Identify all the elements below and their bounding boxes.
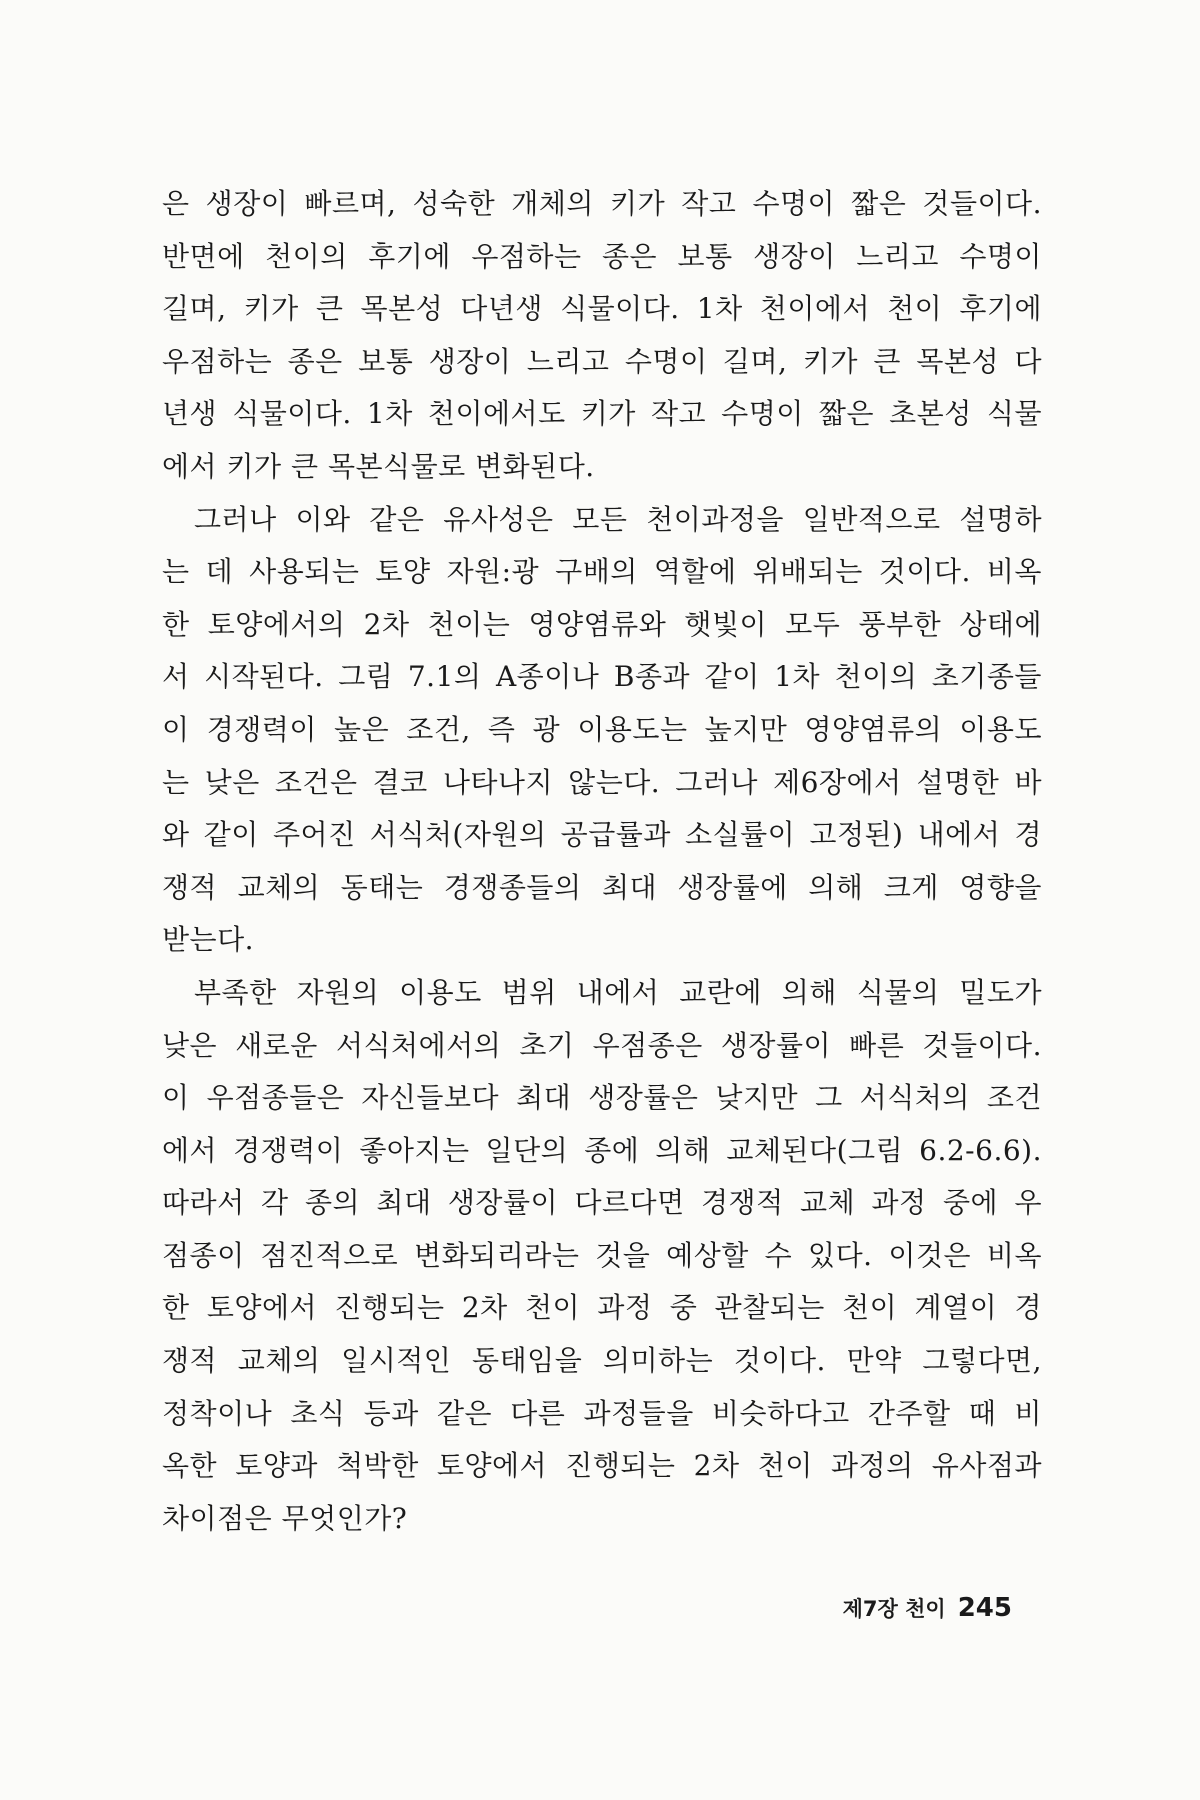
body-text <box>162 178 1042 1545</box>
paragraph <box>162 494 1042 967</box>
paragraph <box>162 178 1042 494</box>
text-line: 에서 키가 큰 목본식물로 변화된다. <box>162 449 595 483</box>
text-line: 낮은 새로운 서식처에서의 초기 우점종은 생장률이 빠른 것들이다. <box>162 1028 1042 1062</box>
text-line: 정착이나 초식 등과 같은 다른 과정들을 비슷하다고 간주할 때 비 <box>162 1396 1042 1430</box>
text-line: 년생 식물이다. 1차 천이에서도 키가 작고 수명이 짧은 초본성 식물 <box>162 397 1042 431</box>
text-line: 에서 경쟁력이 좋아지는 일단의 종에 의해 교체된다(그림 6.2-6.6). <box>162 1133 1042 1167</box>
text-line: 서 시작된다. 그림 7.1의 A종이나 B종과 같이 1차 천이의 초기종들 <box>162 660 1042 694</box>
text-line: 따라서 각 종의 최대 생장률이 다르다면 경쟁적 교체 과정 중에 우 <box>162 1186 1042 1220</box>
text-line: 은 생장이 빠르며, 성숙한 개체의 키가 작고 수명이 짧은 것들이다. <box>162 187 1042 220</box>
text-line: 는 데 사용되는 토양 자원:광 구배의 역할에 위배되는 것이다. 비옥 <box>162 555 1042 589</box>
text-line: 쟁적 교체의 동태는 경쟁종들의 최대 생장률에 의해 크게 영향을 <box>162 870 1042 904</box>
text-line: 와 같이 주어진 서식처(자원의 공급률과 소실률이 고정된) 내에서 경 <box>162 818 1042 852</box>
text-line: 는 낮은 조건은 결코 나타나지 않는다. 그러나 제6장에서 설명한 바 <box>162 765 1042 799</box>
text-line: 한 토양에서의 2차 천이는 영양염류와 햇빛이 모두 풍부한 상태에 <box>162 607 1042 641</box>
text-line: 부족한 자원의 이용도 범위 내에서 교란에 의해 식물의 밀도가 <box>194 975 1042 1009</box>
text-line: 받는다. <box>162 923 255 957</box>
text-line: 반면에 천이의 후기에 우점하는 종은 보통 생장이 느리고 수명이 <box>162 239 1042 273</box>
text-line: 이 우점종들은 자신들보다 최대 생장률은 낮지만 그 서식처의 조건 <box>162 1081 1042 1115</box>
text-line: 이 경쟁력이 높은 조건, 즉 광 이용도는 높지만 영양염류의 이용도 <box>162 712 1042 746</box>
text-line: 차이점은 무엇인가? <box>162 1501 408 1535</box>
page-number: 245 <box>957 1593 1012 1623</box>
paragraph <box>162 967 1042 1546</box>
text-line: 그러나 이와 같은 유사성은 모든 천이과정을 일반적으로 설명하 <box>194 502 1042 536</box>
page-footer <box>843 1593 1012 1623</box>
text-line: 한 토양에서 진행되는 2차 천이 과정 중 관찰되는 천이 계열이 경 <box>162 1291 1042 1325</box>
text-line: 우점하는 종은 보통 생장이 느리고 수명이 길며, 키가 큰 목본성 다 <box>162 344 1042 378</box>
text-line: 쟁적 교체의 일시적인 동태임을 의미하는 것이다. 만약 그렇다면, <box>162 1344 1042 1378</box>
running-footer-chapter: 제7장 천이 <box>842 1597 946 1621</box>
text-line: 점종이 점진적으로 변화되리라는 것을 예상할 수 있다. 이것은 비옥 <box>162 1238 1042 1272</box>
text-line: 옥한 토양과 척박한 토양에서 진행되는 2차 천이 과정의 유사점과 <box>162 1449 1042 1483</box>
text-line: 길며, 키가 큰 목본성 다년생 식물이다. 1차 천이에서 천이 후기에 <box>162 292 1042 326</box>
